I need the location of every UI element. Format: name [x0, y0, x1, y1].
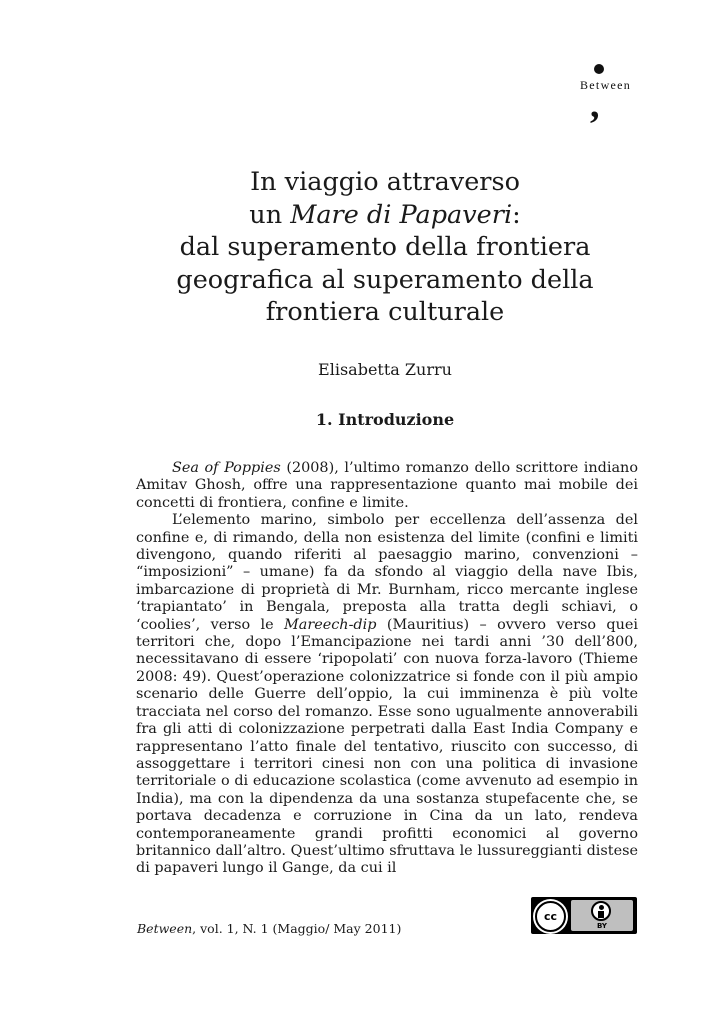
author-name: Elisabetta Zurru: [318, 360, 452, 379]
title-line-2-italic: Mare di Papaveri: [290, 199, 513, 230]
footer-citation-text: , vol. 1, N. 1 (Maggio/ May 2011): [192, 921, 402, 936]
title-line-5: frontiera culturale: [265, 297, 505, 327]
title-line-2-suffix: :: [512, 199, 521, 230]
article-body: [136, 460, 638, 878]
title-line-2: [150, 199, 620, 232]
by-label: BY: [596, 922, 608, 930]
title-line-2-prefix: un: [249, 199, 291, 230]
footer-journal-name: Between: [137, 921, 193, 936]
creative-commons-icon: cc: [535, 901, 566, 932]
paragraph-1: [136, 460, 638, 512]
title-line-4: geografica al superamento della: [176, 264, 594, 295]
logo-wordmark: Between: [580, 78, 632, 92]
person-torso: [598, 911, 604, 918]
logo-dot: [594, 64, 604, 74]
section-heading: 1. Introduzione: [315, 410, 455, 429]
page-footer-citation: [137, 921, 401, 936]
article-title: [150, 166, 620, 329]
by-panel: [571, 900, 633, 931]
paragraph-2-text-a: L’elemento marino, simbolo per eccellenza dell’assenza del confine e, di rimando, della non esistenza del limite (confini e limiti divengono, quando riferiti al paesaggio marino, convenzioni – “imposizioni” – umane) fa da sfondo al viaggio della nave Ibis, imbarcazione di proprietà di Mr. Burnham, ricco mercante inglese ‘trapiantato’ in Bengala, preposta alla tratta degli schiavi, o ‘coolies’, verso le: [136, 512, 638, 633]
journal-logo: [578, 64, 642, 124]
place-name-italic: Mareech-dip: [284, 616, 377, 633]
logo-comma-mark: ,: [590, 84, 600, 126]
attribution-person-icon: [591, 901, 611, 921]
paragraph-2-text-b: (Mauritius) – ovvero verso quei territori che, dopo l’Emancipazione nei tardi anni ’30 dell’800, necessitavano di essere ‘ripopolati’ con nuova forza-lavoro (Thieme 2008: 49). Quest’operazione colonizzatrice si fonde con il più ampio scenario delle Guerre dell’oppio, la cui imminenza è più volte tracciata nel corso del romanzo. Esse sono ugualmente annoverabili fra gli atti di colonizzazione perpetrati dalla East India Company e rappresentano l’atto finale del tentativo, riuscito con successo, di assoggettare i territori cinesi non con una politica di invasione territoriale o di educazione scolastica (come avvenuto ad esempio in India), ma con la dipendenza da una sostanza stupefacente che, se portava decadenza e corruzione in Cina da un lato, rendeva contemporaneamente grandi profitti economici al governo britannico dall’altro. Quest’ultimo sfruttava le lussureggianti distese di papaveri lungo il Gange, da cui il: [136, 616, 638, 877]
paragraph-2: [136, 512, 638, 878]
title-line-1: In viaggio attraverso: [250, 167, 520, 197]
person-head: [599, 905, 604, 910]
paragraph-1-text: (2008), l’ultimo romanzo dello scrittore indiano Amitav Ghosh, offre una rappresentazione quanto mai mobile dei concetti di frontiera, confine e limite.: [136, 460, 638, 511]
title-line-3: dal superamento della frontiera: [179, 232, 591, 262]
book-title-italic: Sea of Poppies: [172, 460, 281, 476]
cc-by-license-badge[interactable]: [531, 897, 637, 934]
